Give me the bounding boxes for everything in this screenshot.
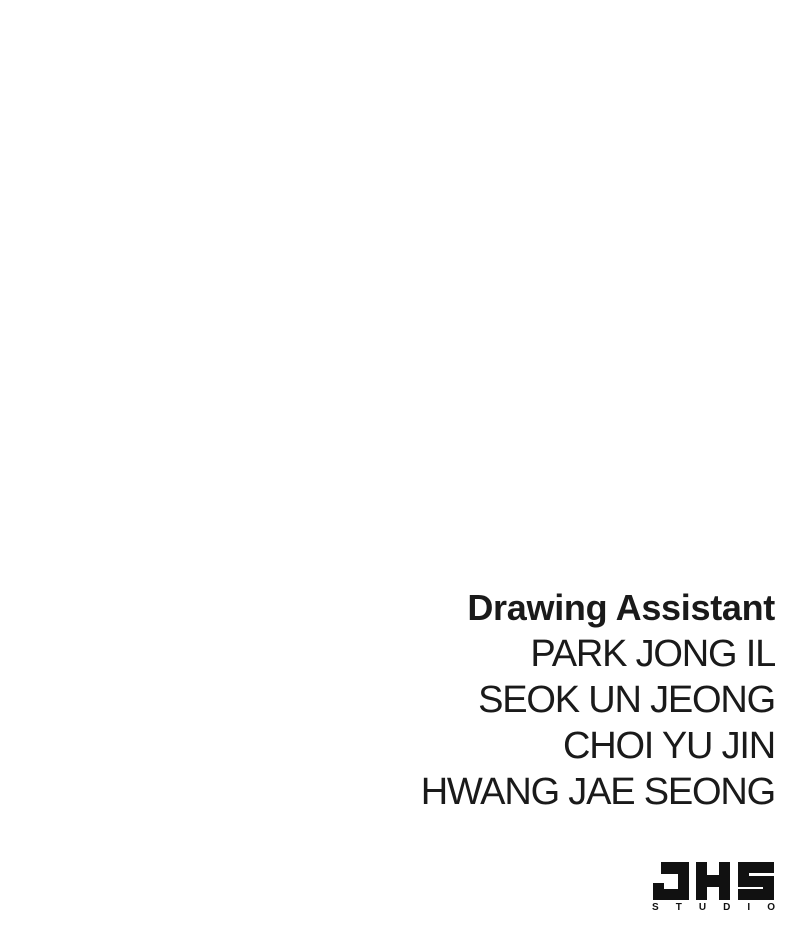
credit-name: HWANG JAE SEONG [420, 771, 775, 813]
studio-logo [652, 862, 775, 913]
credit-role-title: Drawing Assistant [467, 587, 775, 628]
studio-logo-subtitle: S T U D I O [652, 902, 775, 913]
credit-name: SEOK UN JEONG [478, 679, 775, 721]
credit-name: PARK JONG IL [530, 633, 775, 675]
jhs-logo-icon [652, 862, 775, 900]
credits-block [421, 585, 775, 815]
credit-name: CHOI YU JIN [562, 725, 775, 767]
